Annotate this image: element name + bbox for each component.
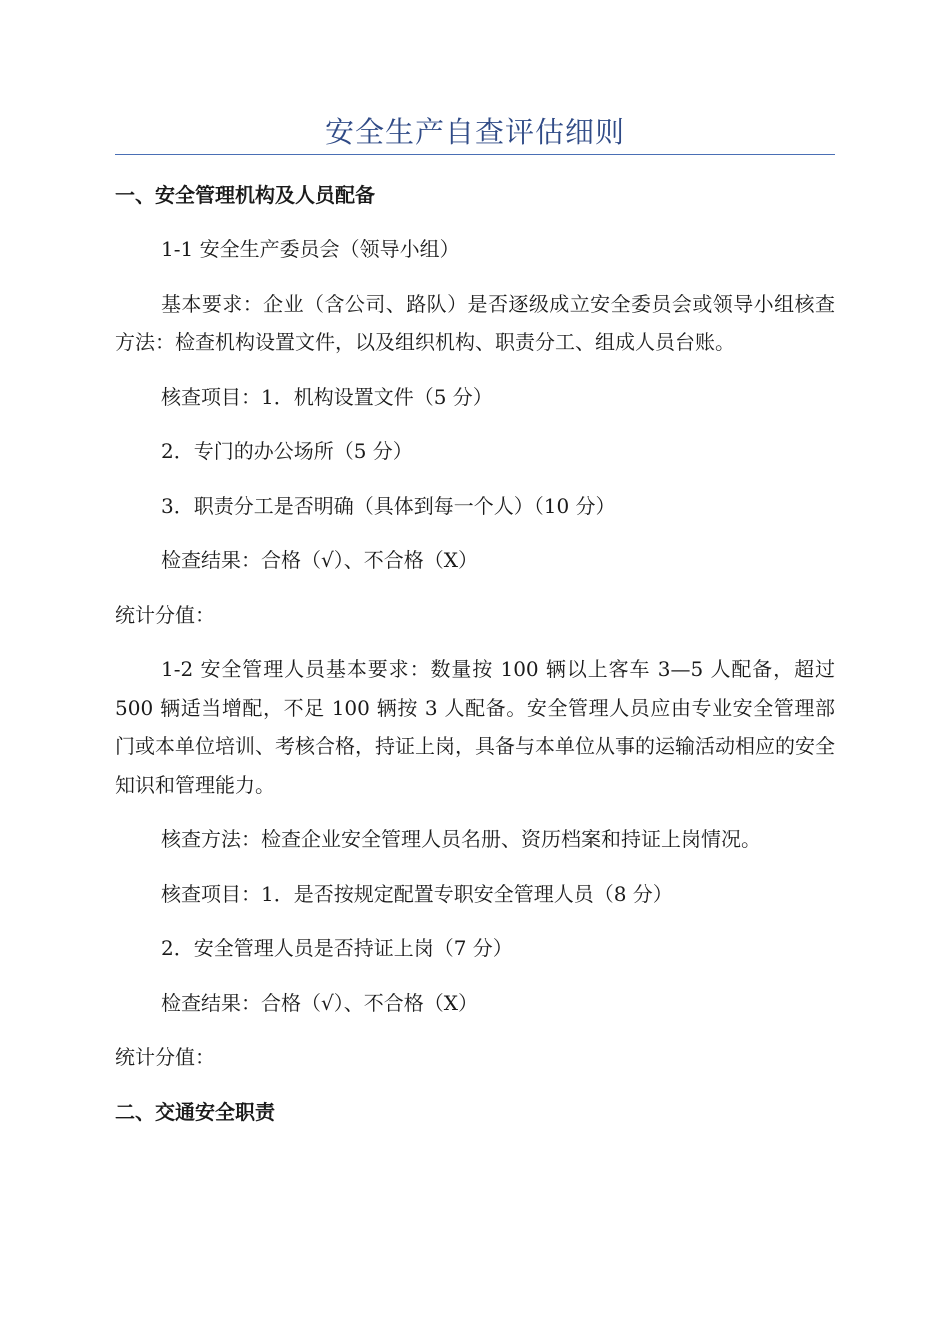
item-1-1-title: 1-1 安全生产委员会（领导小组） <box>161 237 460 261</box>
item-1-1-requirement: 基本要求：企业（含公司、路队）是否逐级成立安全委员会或领导小组核查方法：检查机构设置文件，以及组织机构、职责分工、组成人员台账。 <box>115 291 835 354</box>
item-1-1-result: 检查结果：合格（√）、不合格（X） <box>161 548 478 572</box>
item-1-2-score: 统计分值： <box>115 1045 215 1069</box>
item-1-1-check-item-2: 2．专门的办公场所（5 分） <box>161 439 413 463</box>
item-1-2-method: 核查方法：检查企业安全管理人员名册、资历档案和持证上岗情况。 <box>161 827 761 851</box>
item-1-1-check-item-1: 核查项目：1．机构设置文件（5 分） <box>161 384 493 409</box>
section-1-heading: 一、安全管理机构及人员配备 <box>115 183 375 207</box>
document-title: 安全生产自查评估细则 <box>324 115 625 149</box>
item-1-2-check-item-1: 核查项目：1．是否按规定配置专职安全管理人员（8 分） <box>161 881 673 906</box>
item-1-1-check-item-3: 3．职责分工是否明确（具体到每一个人）（10 分） <box>161 493 616 518</box>
document-body <box>115 176 835 1131</box>
item-1-2-check-item-2: 2．安全管理人员是否持证上岗（7 分） <box>161 936 513 960</box>
item-1-2-result: 检查结果：合格（√）、不合格（X） <box>161 990 478 1015</box>
item-1-1-score: 统计分值： <box>115 602 215 627</box>
item-1-2-requirement: 1-2 安全管理人员基本要求：数量按 100 辆以上客车 3—5 人配备，超过 500 辆适当增配，不足 100 辆按 3 人配备。安全管理人员应由专业安全管理部门或本单位培训、考核合格，持证上岗，具备与本单位从事的运输活动相应的安全知识和管理能力。 <box>115 657 835 797</box>
title-underline <box>115 154 835 155</box>
section-2-heading: 二、交通安全职责 <box>115 1099 275 1124</box>
